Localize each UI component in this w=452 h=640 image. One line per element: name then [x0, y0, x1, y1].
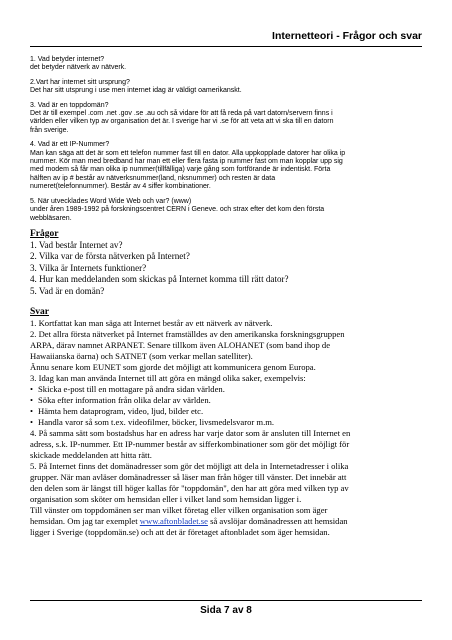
svar-5 [30, 461, 425, 516]
svar-2 [30, 329, 425, 373]
qa-answer-line: nummer. Kör man med bredband har man ett eller flera fasta ip nummer fast om man kopplar upp sig [30, 158, 343, 166]
svar-5-line: grupper. När man avläser domänadresser så läser man från höger till vänster. Det innebär att [30, 471, 347, 482]
qa-answer-line: numeret(telefonnummer). Består av 4 siffer kombinationer. [30, 183, 211, 191]
qa-answer-line: från sverige. [30, 126, 69, 134]
svar-5-line: 5. På Internet finns det domänadresser som gör det möjligt att dela in Internetadresser i olika [30, 460, 349, 471]
fragor-item: 2. Vilka var de första nätverken på Internet? [30, 251, 190, 262]
header-rule [30, 46, 422, 47]
svar-2-line: Ännu senare kom EUNET som gjorde det möjligt att kommunicera genom Europa. [30, 361, 316, 372]
qa-item [30, 198, 425, 223]
qa-question: 5. När utvecklades Word Wide Web och var? (www) [30, 197, 192, 205]
qa-answer-line: Man kan säga att det är som ett telefon nummer fast till en dator. Alla uppkopplade datorer har olika ip [30, 149, 346, 157]
qa-item [30, 141, 425, 191]
svar-5-line: Till vänster om toppdomänen ser man vilket företag eller vilken organisation som äger [30, 504, 328, 515]
svar-heading: Svar [30, 306, 49, 317]
qa-question: 2.Vart har internet sitt ursprung? [30, 78, 130, 86]
svar-5-text-post: så avslöjar domänadressen att hemsidan [207, 515, 348, 526]
page-header-title: Internetteori - Frågor och svar [272, 30, 422, 42]
footer-rule [30, 600, 422, 601]
qa-question: 3. Vad är en toppdomän? [30, 101, 109, 109]
qa-answer-line: det betyder nätverk av nätverk. [30, 64, 127, 72]
bullet-item: • Hämta hem dataprogram, video, ljud, bilder etc. [30, 406, 425, 417]
svar-4-line: adress, s.k. IP-nummer. Ett IP-nummer består av sifferkombinationer som gör det möjligt för [30, 438, 350, 449]
fragor-item: 3. Vilka är Internets funktioner? [30, 262, 147, 273]
qa-answer-line: Det har sitt utsprung i use men internet idag är väldigt oamerikanskt. [30, 87, 242, 95]
svar-4-line: skickade meddelanden att hitta rätt. [30, 449, 152, 460]
bullet-item: • Skicka e-post till en mottagare på andra sidan världen. [30, 384, 425, 395]
qa-question: 4. Vad är ett IP-Nummer? [30, 141, 110, 149]
svar-5-line: organisation som sköter om hemsidan eller i vilket land som hemsidan ligger i. [30, 493, 302, 504]
svar-5-link-line [30, 516, 425, 527]
svar-2-line: ARPA, därav namnet ARPANET. Senare tillkom även ALOHANET (som band ihop de [30, 339, 331, 350]
svar-5-end [30, 527, 425, 538]
qa-answer-line: världen eller vilken typ av organisation det är. I sverige har vi .se för att veta att vi ska till en datorn [30, 118, 334, 126]
page-content [30, 56, 425, 538]
qa-answer-line: under åren 1989-1992 på forskningscentret CERN i Geneve. och strax efter det kom den första [30, 206, 325, 214]
qa-question: 1. Vad betyder internet? [30, 56, 105, 63]
bullet-item: • Söka efter information från olika delar av världen. [30, 395, 425, 406]
qa-answer-line: Det är till exempel .com .net .gov .se .au och så vidare för att få reda på vart datorn/servern finns i [30, 110, 333, 118]
svar-3-bullets [30, 384, 425, 428]
page-number: Sida 7 av 8 [200, 605, 252, 616]
bullet-item: • Handla varor så som t.ex. videofilmer, böcker, livsmedelsvaror m.m. [30, 417, 425, 428]
svar-2-line: Hawaiianska öarna) och SATNET (som verkar mellan satelliter). [30, 350, 253, 361]
svar-5-line: den delen som är längst till höger kallas för "toppdomän", den har att göra med vilken typ av [30, 482, 349, 493]
svar-4-line: 4. På samma sätt som bostadshus har en adress har varje dator som är ansluten till Internet en [30, 427, 351, 438]
fragor-item: 4. Hur kan meddelanden som skickas på Internet komma till rätt dator? [30, 274, 289, 285]
svar-4 [30, 428, 425, 461]
fragor-heading: Frågor [30, 228, 59, 239]
qa-answer-line: hälften av ip # består av nätverksnummer(land, nksnummer) och resten är data [30, 174, 276, 182]
aftonbladet-link[interactable]: www.aftonbladet.se [139, 515, 208, 526]
qa-item [30, 79, 425, 96]
qa-answer-line: webbläsaren. [30, 214, 72, 222]
fragor-item: 5. Vad är en domän? [30, 285, 105, 296]
fragor-list [30, 240, 425, 297]
svar-2-line: 2. Det allra första nätverket på Internet framställdes av den amerikanska forskningsgruppen [30, 328, 345, 339]
svar-3: 3. Idag kan man använda Internet till att göra en mängd olika saker, exempelvis: [30, 372, 306, 383]
svar-5-end-line: ligger i Sverige (toppdomän.se) och att det är företaget aftonbladet som äger hemsidan. [30, 526, 330, 537]
svar-5-text-pre: hemsidan. Om jag tar exemplet [30, 515, 140, 526]
qa-section [30, 56, 425, 223]
qa-answer-line: med modem så får man olika ip nummer(tillfälliga) varje gång som fortförande är indentiskt. Förta [30, 166, 331, 174]
svar-section [30, 318, 425, 538]
qa-item [30, 56, 425, 73]
qa-item [30, 102, 425, 136]
fragor-item: 1. Vad består Internet av? [30, 239, 123, 250]
svar-1: 1. Kortfattat kan man säga att Internet består av ett nätverk av nätverk. [30, 317, 273, 328]
